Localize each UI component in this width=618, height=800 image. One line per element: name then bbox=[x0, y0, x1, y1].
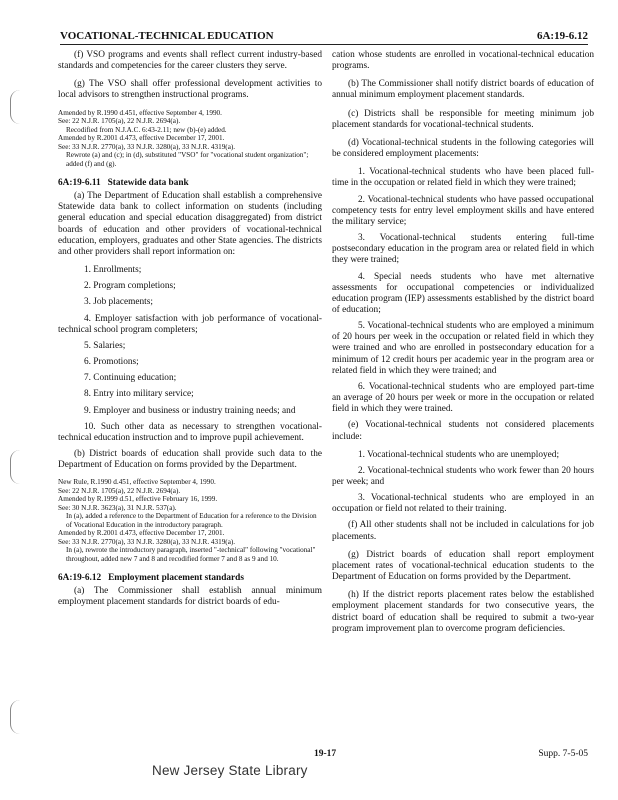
list-item: 5. Salaries; bbox=[84, 340, 126, 351]
history-line: Recodified from N.J.A.C. 6:43-2.11; new (b)-(e) added. bbox=[66, 125, 227, 134]
library-stamp: New Jersey State Library bbox=[152, 763, 308, 778]
paragraph-b: (b) The Commissioner shall notify district boards of education of annual minimum employment placement standards. bbox=[332, 79, 594, 101]
history-line: See: 30 N.J.R. 3623(a), 31 N.J.R. 537(a). bbox=[58, 503, 177, 512]
section-number: 6A:19-6.12 bbox=[58, 573, 102, 584]
paragraph-e: (e) Vocational-technical students not considered placements include: bbox=[332, 420, 594, 442]
list-item: 8. Entry into military service; bbox=[84, 389, 194, 400]
history-line: Amended by R.1990 d.451, effective September 4, 1990. bbox=[58, 108, 222, 117]
list-item: 4. Special needs students who have met alternative assessments for occupational competencies or individualized education program (IEP) assessments established by the district board of education; bbox=[332, 271, 594, 315]
list-item: 1. Vocational-technical students who are unemployed; bbox=[358, 449, 560, 460]
list-item: 7. Continuing education; bbox=[84, 373, 177, 384]
margin-punch-mark bbox=[10, 90, 26, 124]
paragraph-c: (c) Districts shall be responsible for meeting minimum job placement standards for vocational-technical students. bbox=[332, 108, 594, 130]
list-item: 3. Vocational-technical students who are employed in an occupation or field not related to their training. bbox=[332, 493, 594, 515]
list-item: 6. Vocational-technical students who are employed part-time an average of 20 hours per week or more in the occupation or related field in which they were trained. bbox=[332, 381, 594, 415]
list-item: 3. Vocational-technical students entering full-time postsecondary education in the program area or related field in which they were trained; bbox=[332, 233, 594, 266]
paragraph-continued: cation whose students are enrolled in vocational-technical education programs. bbox=[332, 50, 594, 72]
list-item: 6. Promotions; bbox=[84, 357, 139, 368]
header-title: VOCATIONAL-TECHNICAL EDUCATION bbox=[60, 30, 274, 42]
history-line: See: 22 N.J.R. 1705(a), 22 N.J.R. 2694(a). bbox=[58, 486, 181, 495]
right-column bbox=[332, 50, 594, 642]
history-note bbox=[58, 109, 322, 168]
history-line: In (a), added a reference to the Department of Education for a reference to the Division of Vocational Education in the introductory paragraph. bbox=[66, 512, 317, 529]
section-heading bbox=[58, 573, 322, 584]
paragraph-f: (f) All other students shall not be included in calculations for job placements. bbox=[332, 520, 594, 542]
history-line: Amended by R.1999 d.51, effective February 16, 1999. bbox=[58, 495, 218, 504]
list-item: 2. Vocational-technical students who work fewer than 20 hours per week; and bbox=[332, 465, 594, 487]
history-note bbox=[58, 478, 322, 563]
header-section: 6A:19-6.12 bbox=[536, 30, 588, 42]
margin-punch-mark bbox=[10, 450, 26, 484]
section-number: 6A:19-6.11 bbox=[58, 178, 101, 189]
paragraph-g: (g) District boards of education shall report employment placement rates of vocational-technical education students to the Department of Education on forms provided by the Department. bbox=[332, 549, 594, 583]
list-item: 2. Vocational-technical students who have passed occupational competency tests for entry level employment skills and have entered the military service; bbox=[332, 194, 594, 227]
history-line: See: 33 N.J.R. 2770(a), 33 N.J.R. 3280(a), 33 N.J.R. 4319(a). bbox=[58, 537, 236, 546]
paragraph-f: (f) VSO programs and events shall reflect current industry-based standards and competencies for the career clusters they serve. bbox=[58, 50, 322, 72]
section-title: Statewide data bank bbox=[107, 178, 189, 189]
paragraph-a: (a) The Department of Education shall establish a comprehensive Statewide data bank to collect information on students (including general education and special education disaggregated) from district boards of education and other providers of vocational-technical education, employers, graduates and other State agencies. The districts and other providers shall report information on: bbox=[58, 191, 322, 257]
section-heading bbox=[58, 178, 322, 189]
history-line: New Rule, R.1990 d.451, effective September 4, 1990. bbox=[58, 478, 216, 487]
left-column bbox=[58, 50, 322, 616]
paragraph-g: (g) The VSO shall offer professional development activities to local advisors to strengthen instructional programs. bbox=[58, 79, 322, 101]
section-title: Employment placement standards bbox=[108, 573, 244, 584]
list-item: 4. Employer satisfaction with job performance of vocational-technical school program completers; bbox=[58, 313, 322, 335]
page-number: 19-17 bbox=[314, 749, 337, 759]
paragraph-d: (d) Vocational-technical students in the following categories will be considered employment placements: bbox=[332, 137, 594, 160]
list-item: 2. Program completions; bbox=[84, 281, 176, 292]
running-header bbox=[60, 30, 588, 45]
history-line: Rewrote (a) and (c); in (d), substituted "VSO" for "vocational student organization"; added (f) and (g). bbox=[66, 151, 309, 168]
list-item: 3. Job placements; bbox=[84, 297, 153, 308]
history-line: In (a), rewrote the introductory paragraph, inserted "-technical" following "vocational" throughout, added new 7 and 8 and recodified former 7 and 8 as 9 and 10. bbox=[66, 546, 316, 563]
list-item: 9. Employer and business or industry training needs; and bbox=[84, 405, 296, 416]
list-item: 5. Vocational-technical students who are employed a minimum of 20 hours per week in the occupation or related field in which they were trained and who are enrolled in postsecondary education for a minimum of 12 credit hours per academic year in the program area or related field in which they were trained; and bbox=[332, 321, 594, 376]
list-item: 1. Vocational-technical students who have been placed full-time in the occupation or related field in which they were trained; bbox=[332, 167, 594, 189]
margin-punch-mark bbox=[10, 700, 26, 734]
paragraph-a: (a) The Commissioner shall establish annual minimum employment placement standards for district boards of edu- bbox=[58, 586, 322, 608]
history-line: See: 33 N.J.R. 2770(a), 33 N.J.R. 3280(a), 33 N.J.R. 4319(a). bbox=[58, 142, 236, 151]
list-item: 10. Such other data as necessary to strengthen vocational-technical education instruction and to improve pupil achievement. bbox=[58, 421, 322, 443]
paragraph-b: (b) District boards of education shall provide such data to the Department of Education on forms provided by the Department. bbox=[58, 448, 322, 471]
paragraph-h: (h) If the district reports placement rates below the established employment placement standards for two consecutive years, the district board of education shall be required to submit a two-year program improvement plan to overcome program deficiencies. bbox=[332, 590, 594, 634]
history-line: Amended by R.2001 d.473, effective December 17, 2001. bbox=[58, 529, 225, 538]
history-line: See: 22 N.J.R. 1705(a), 22 N.J.R. 2694(a). bbox=[58, 117, 181, 126]
history-line: Amended by R.2001 d.473, effective December 17, 2001. bbox=[58, 134, 225, 143]
list-item: 1. Enrollments; bbox=[84, 265, 142, 276]
supplement-date: Supp. 7-5-05 bbox=[538, 749, 588, 759]
